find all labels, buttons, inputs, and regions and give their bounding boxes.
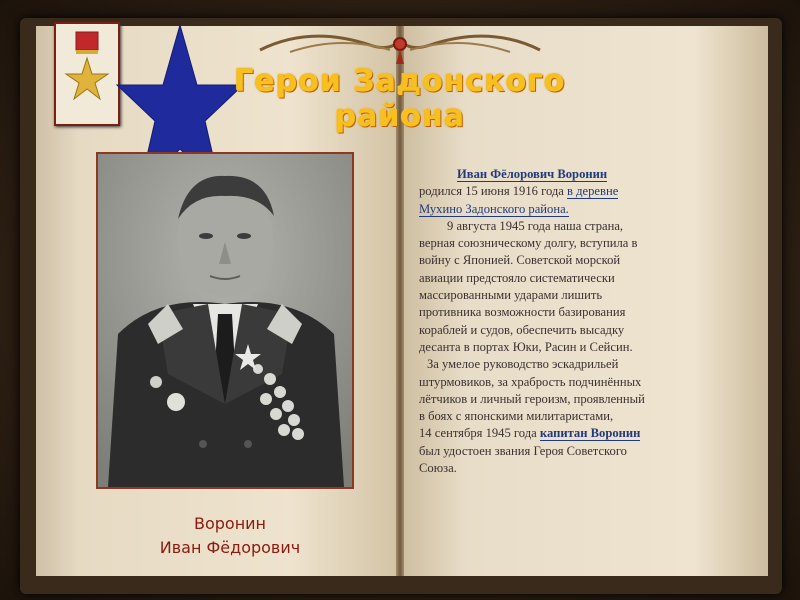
bio-line: авиации предстояло систематически	[419, 270, 615, 285]
bio-line: лётчиков и личный героизм, проявленный	[419, 391, 645, 406]
bio-born: родился 15 июня 1916 года	[419, 184, 564, 199]
ornament-icon	[250, 20, 550, 70]
bio-name[interactable]: Иван Фёлорович Воронин	[457, 167, 608, 181]
bio-line: 9 августа 1945 года наша страна,	[447, 218, 624, 233]
bio-line: Союза.	[419, 461, 457, 476]
bio-village-link[interactable]: в деревне	[567, 184, 619, 199]
bio-line: верная союзническому долгу, вступила в	[419, 236, 638, 251]
caption-surname: Воронин	[193, 514, 267, 533]
page-title: Герои Задонского района	[234, 64, 566, 134]
biography-text	[419, 166, 719, 477]
portrait-image	[98, 154, 352, 487]
bio-line: десанта в портах Юки, Расин и Сейсин.	[419, 339, 633, 354]
bio-line: противника возможности базирования	[419, 305, 626, 320]
bio-line: войну с Японией. Советской морской	[419, 253, 621, 268]
caption-given-names: Иван Фёдорович	[159, 538, 301, 557]
bio-village-link-cont[interactable]: Мухино Задонского района.	[419, 201, 569, 216]
hero-gold-star-medal-icon	[56, 24, 118, 124]
bio-line: За умелое руководство эскадрильей	[427, 357, 619, 372]
portrait-caption	[100, 512, 360, 560]
bio-captain-link[interactable]: капитан Воронин	[539, 426, 641, 441]
bio-line: в боях с японскими милитаристами,	[419, 409, 614, 424]
bio-line: кораблей и судов, обеспечить высадку	[419, 322, 625, 337]
bio-line: массированными ударами лишить	[419, 288, 603, 303]
hero-medal-frame	[54, 22, 120, 126]
portrait-photo	[96, 152, 354, 489]
bio-line: был удостоен звания Героя Советского	[419, 443, 627, 458]
bio-line: штурмовиков, за храбрость подчинённых	[419, 374, 642, 389]
bio-line: 14 сентября 1945 года	[419, 426, 537, 441]
